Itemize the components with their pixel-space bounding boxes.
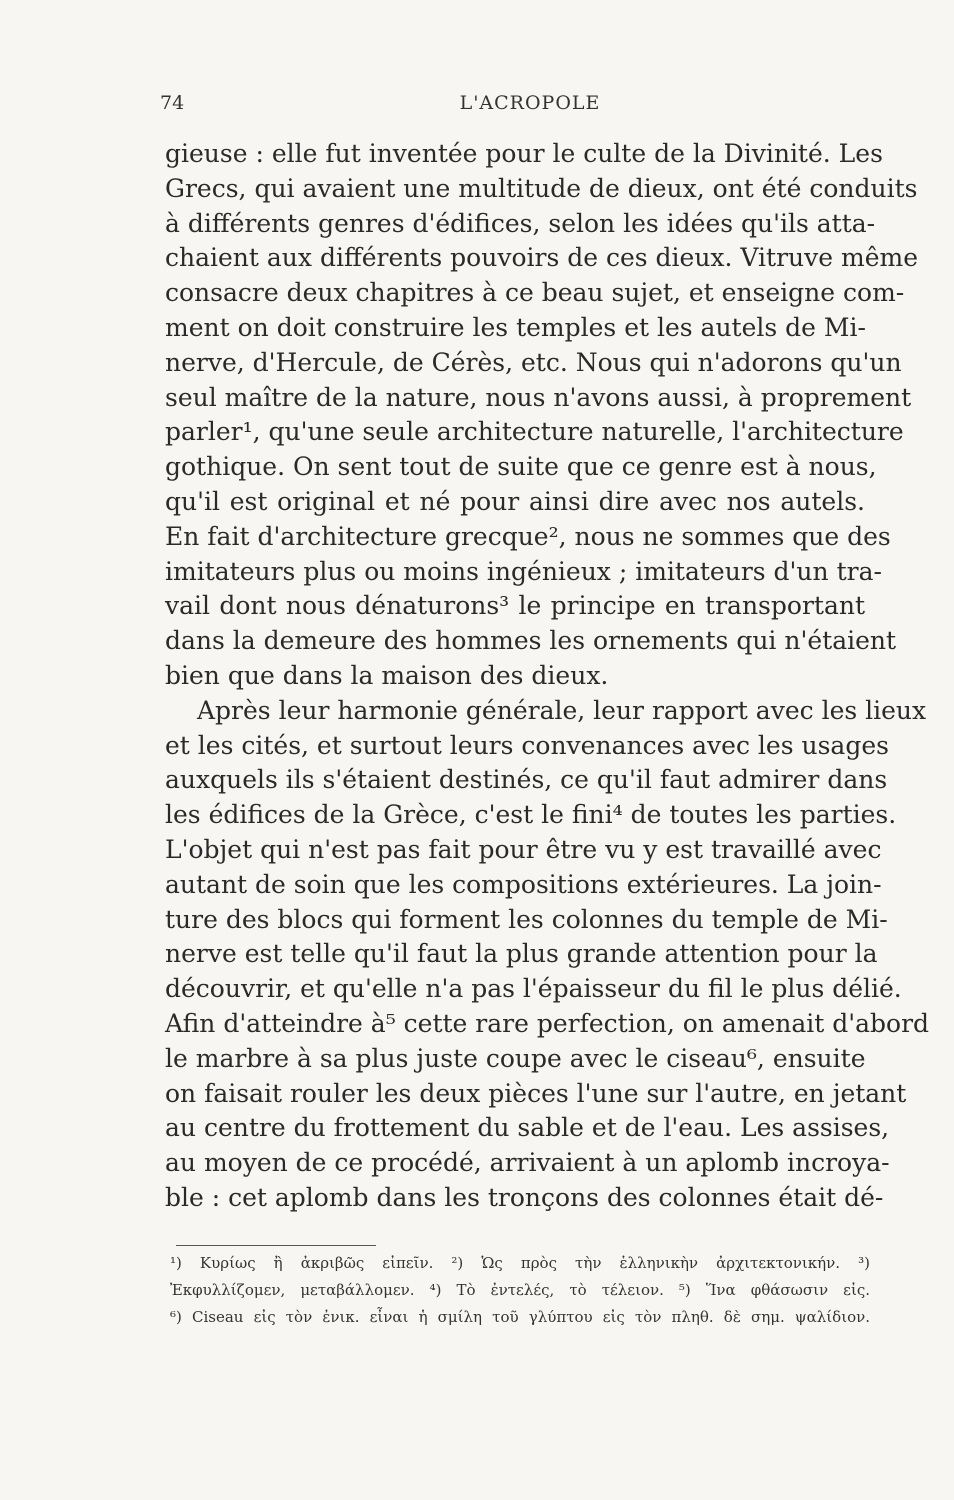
page-number: 74 [160, 92, 185, 114]
page-header [160, 92, 870, 122]
text-line: on faisait rouler les deux pièces l'une sur l'autre, en jetant [165, 1078, 907, 1108]
text-line: parler¹, qu'une seule architecture naturelle, l'architecture [165, 417, 904, 447]
text-line: nerve est telle qu'il faut la plus grande attention pour la [165, 939, 878, 969]
running-title: L'ACROPOLE [459, 92, 601, 114]
text-line: à différents genres d'édifices, selon les idées qu'ils atta- [165, 208, 876, 238]
text-line: les édifices de la Grèce, c'est le fini⁴ de toutes les parties. [165, 800, 897, 830]
text-line: imitateurs plus ou moins ingénieux ; imitateurs d'un tra- [165, 556, 882, 586]
footnotes [170, 1250, 870, 1331]
text-line: consacre deux chapitres à ce beau sujet, et enseigne com- [165, 278, 905, 308]
text-line: découvrir, et qu'elle n'a pas l'épaisseur du fil le plus délié. [165, 974, 902, 1004]
text-line: qu'il est original et né pour ainsi dire avec nos autels. [165, 486, 865, 516]
text-line: Afin d'atteindre à⁵ cette rare perfection, on amenait d'abord [165, 1008, 930, 1038]
text-line: au centre du frottement du sable et de l'eau. Les assises, [165, 1113, 890, 1143]
footnote-line: ¹) Κυρίως ἢ ἀκριβῶς εἰπεῖν. ²) Ὡς πρὸς τὴν ἑλληνικὴν ἀρχιτεκτονικήν. ³) [170, 1254, 870, 1272]
text-line: autant de soin que les compositions extérieures. La join- [165, 869, 882, 899]
text-line: gothique. On sent tout de suite que ce genre est à nous, [165, 452, 877, 482]
text-line: chaient aux différents pouvoirs de ces dieux. Vitruve même [165, 243, 919, 273]
text-line: bien que dans la maison des dieux. [165, 660, 609, 690]
text-line: dans la demeure des hommes les ornements qui n'étaient [165, 626, 897, 656]
text-line: vail dont nous dénaturons³ le principe en transportant [165, 591, 865, 621]
text-line: nerve, d'Hercule, de Cérès, etc. Nous qui n'adorons qu'un [165, 347, 902, 377]
text-line: seul maître de la nature, nous n'avons aussi, à proprement [165, 382, 912, 412]
text-line: ble : cet aplomb dans les tronçons des colonnes était dé- [165, 1182, 884, 1212]
text-line: le marbre à sa plus juste coupe avec le ciseau⁶, ensuite [165, 1043, 866, 1073]
text-line: L'objet qui n'est pas fait pour être vu y est travaillé avec [165, 834, 882, 864]
text-line: ture des blocs qui forment les colonnes du temple de Mi- [165, 904, 888, 934]
text-line: Grecs, qui avaient une multitude de dieux, ont été conduits [165, 173, 918, 203]
paragraph-start-line: Après leur harmonie générale, leur rapport avec les lieux [197, 695, 927, 725]
body-text [165, 137, 930, 1216]
footnote-rule [176, 1245, 376, 1246]
text-line: ment on doit construire les temples et les autels de Mi- [165, 312, 866, 342]
text-line: et les cités, et surtout leurs convenances avec les usages [165, 730, 889, 760]
text-line: au moyen de ce procédé, arrivaient à un aplomb incroya- [165, 1148, 890, 1178]
text-line: auxquels ils s'étaient destinés, ce qu'il faut admirer dans [165, 765, 888, 795]
text-line: En fait d'architecture grecque², nous ne sommes que des [165, 521, 891, 551]
text-line: gieuse : elle fut inventée pour le culte de la Divinité. Les [165, 139, 883, 168]
footnote-line: ⁶) Ciseau εἰς τὸν ἐνικ. εἶναι ἡ σμίλη τοῦ γλύπτου εἰς τὸν πληθ. δὲ σημ. ψαλίδιον. [170, 1308, 870, 1326]
footnote-line: Ἐκφυλλίζομεν, μεταβάλλομεν. ⁴) Τὸ ἐντελές, τὸ τέλειον. ⁵) Ἵνα φθάσωσιν εἰς. [170, 1281, 870, 1299]
